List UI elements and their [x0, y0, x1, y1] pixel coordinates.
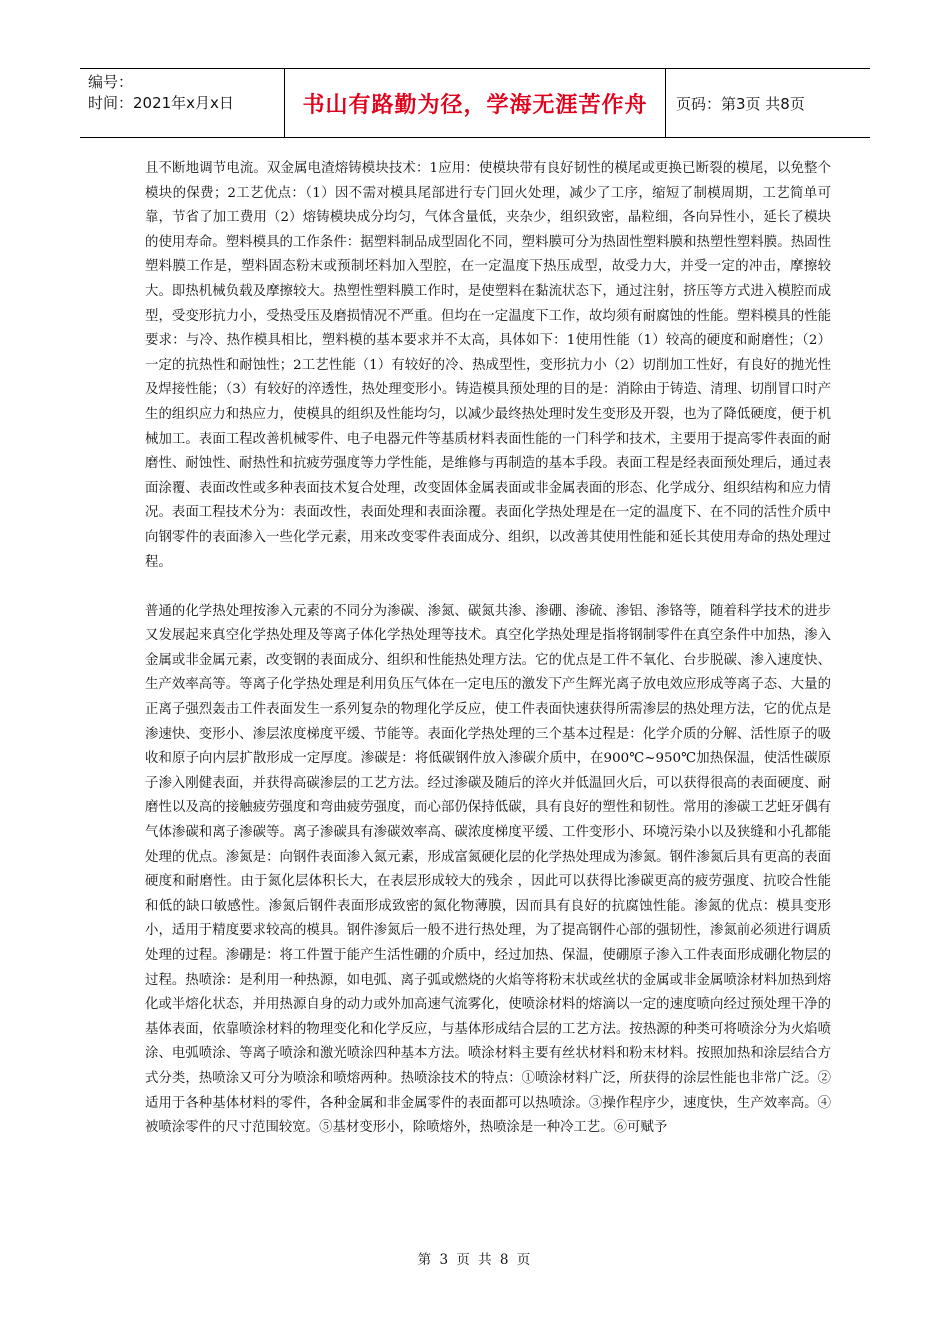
page-footer: 第 3 页 共 8 页 — [417, 1252, 533, 1268]
header-page-number: 页码：第3页 共8页 — [676, 94, 805, 113]
header-motto: 书山有路勤为径，学海无涯苦作舟 — [285, 69, 666, 137]
body-paragraph: 且不断地调节电流。双金属电渣熔铸模块技术：1应用：使模块带有良好韧性的模尾或更换已断裂的模尾，以免整个模块的保费；2工艺优点：（1）因不需对模具尾部进行专门回火处理，减少了工序，缩短了制模周期，工艺简单可靠，节省了加工费用（2）熔铸模块成分均匀，气体含量低，夹杂少，组织致密，晶粒细，各向异性小，延长了模块的使用寿命。塑料模具的工作条件：据塑料制品成型固化不同，塑料膜可分为热固性塑料膜和热塑性塑料膜。热固性塑料膜工作是，塑料固态粉末或预制坯料加入型腔，在一定温度下热压成型，故受力大，并受一定的冲击，摩擦较大。即热机械负载及摩擦较大。热塑性塑料膜工作时，是使塑料在黏流状态下，通过注射，挤压等方式进入模腔而成型，受变形抗力小，受热受压及磨损情况不严重。但均在一定温度下工作，故均须有耐腐蚀的性能。塑料模具的性能要求：与冷、热作模具相比，塑料模的基本要求并不太高，具体如下：1使用性能（1）较高的硬度和耐磨性；（2）一定的抗热性和耐蚀性；2工艺性能（1）有较好的冷、热成型性，变形抗力小（2）切削加工性好，有良好的抛光性及焊接性能；（3）有较好的淬透性，热处理变形小。铸造模具预处理的目的是：消除由于铸造、清理、切削冒口时产生的组织应力和热应力，使模具的组织及性能均匀，以减少最终热处理时发生变形及开裂，也为了降低硬度，便于机械加工。表面工程改善机械零件、电子电器元件等基质材料表面性能的一门科学和技术，主要用于提高零件表面的耐磨性、耐蚀性、耐热性和抗疲劳强度等力学性能，是维修与再制造的基本手段。表面工程是经表面预处理后，通过表面涂覆、表面改性或多种表面技术复合处理，改变固体金属表面或非金属表面的形态、化学成分、组织结构和应力情况。表面工程技术分为：表面改性，表面处理和表面涂覆。表面化学热处理是在一定的温度下、在不同的活性介质中向钢零件的表面渗入一些化学元素，用来改变零件表面成分、组织，以改善其使用性能和延长其使用寿命的热处理过程。 — [145, 161, 831, 570]
page-header — [80, 68, 870, 138]
document-number-label: 编号： — [88, 73, 134, 91]
document-body — [145, 157, 831, 1141]
header-meta — [80, 69, 285, 137]
body-paragraph: 普通的化学热处理按渗入元素的不同分为渗碳、渗氮、碳氮共渗、渗硼、渗硫、渗铝、渗铬等，随着科学技术的进步又发展起来真空化学热处理及等离子体化学热处理等技术。真空化学热处理是指将钢制零件在真空条件中加热，渗入金属或非金属元素，改变钢的表面成分、组织和性能热处理方法。它的优点是工件不氧化、台步脱碳、渗入速度快、生产效率高等。等离子化学热处理是利用负压气体在一定电压的激发下产生辉光离子放电效应形成等离子态、大量的正离子强烈轰击工件表面发生一系列复杂的物理化学反应，使工件表面快速获得所需渗层的热处理方法，它的优点是渗速快、变形小、渗层浓度梯度平缓、节能等。表面化学热处理的三个基本过程是：化学介质的分解、活性原子的吸收和原子向内层扩散形成一定厚度。渗碳是：将低碳钢件放入渗碳介质中，在900℃~950℃加热保温，使活性碳原子渗入刚健表面，并获得高碳渗层的工艺方法。经过渗碳及随后的淬火并低温回火后，可以获得很高的表面硬度、耐磨性以及高的接触疲劳强度和弯曲疲劳强度，而心部仍保持低碳，具有良好的塑性和韧性。常用的渗碳工艺蚟牙偶有气体渗碳和离子渗碳等。离子渗碳具有渗碳效率高、碳浓度梯度平缓、工件变形小、环境污染小以及狭缝和小孔都能处理的优点。渗氮是：向钢件表面渗入氮元素，形成富氮硬化层的化学热处理成为渗氮。钢件渗氮后具有更高的表面硬度和耐磨性。由于氮化层体积长大，在表层形成较大的残余 ，因此可以获得比渗碳更高的疲劳强度、抗咬合性能和低的缺口敏感性。渗氮后钢件表面形成致密的氮化物薄膜，因而具有良好的抗腐蚀性能。渗氮的优点：模具变形小，适用于精度要求较高的模具。钢件渗氮后一般不进行热处理，为了提高钢件心部的强韧性，渗氮前必须进行调质处理的过程。渗硼是：将工件置于能产生活性硼的介质中，经过加热、保温，使硼原子渗入工件表面形成硼化物层的过程。热喷涂：是利用一种热源，如电弧、离子弧或燃烧的火焰等将粉末状或丝状的金属或非金属喷涂材料加热到熔化或半熔化状态，并用热源自身的动力或外加高速气流雾化，使喷涂材料的熔滴以一定的速度喷向经过预处理干净的基体表面，依靠喷涂材料的物理变化和化学反应，与基体形成结合层的工艺方法。按热源的种类可将喷涂分为火焰喷涂、电弧喷涂、等离子喷涂和激光喷涂四种基本方法。喷涂材料主要有丝状材料和粉末材料。按照加热和涂层结合方式分类，热喷涂又可分为喷涂和喷熔两种。热喷涂技术的特点：①喷涂材料广泛，所获得的涂层性能也非常广泛。②适用于各种基体材料的零件，各种金属和非金属零件的表面都可以热喷涂。③操作程序少，速度快，生产效率高。④被喷涂零件的尺寸范围较宽。⑤基材变形小，除喷熔外，热喷涂是一种冷工艺。⑥可赋予 — [145, 603, 831, 1136]
document-date-label: 时间：2021年x月x日 — [88, 94, 234, 112]
